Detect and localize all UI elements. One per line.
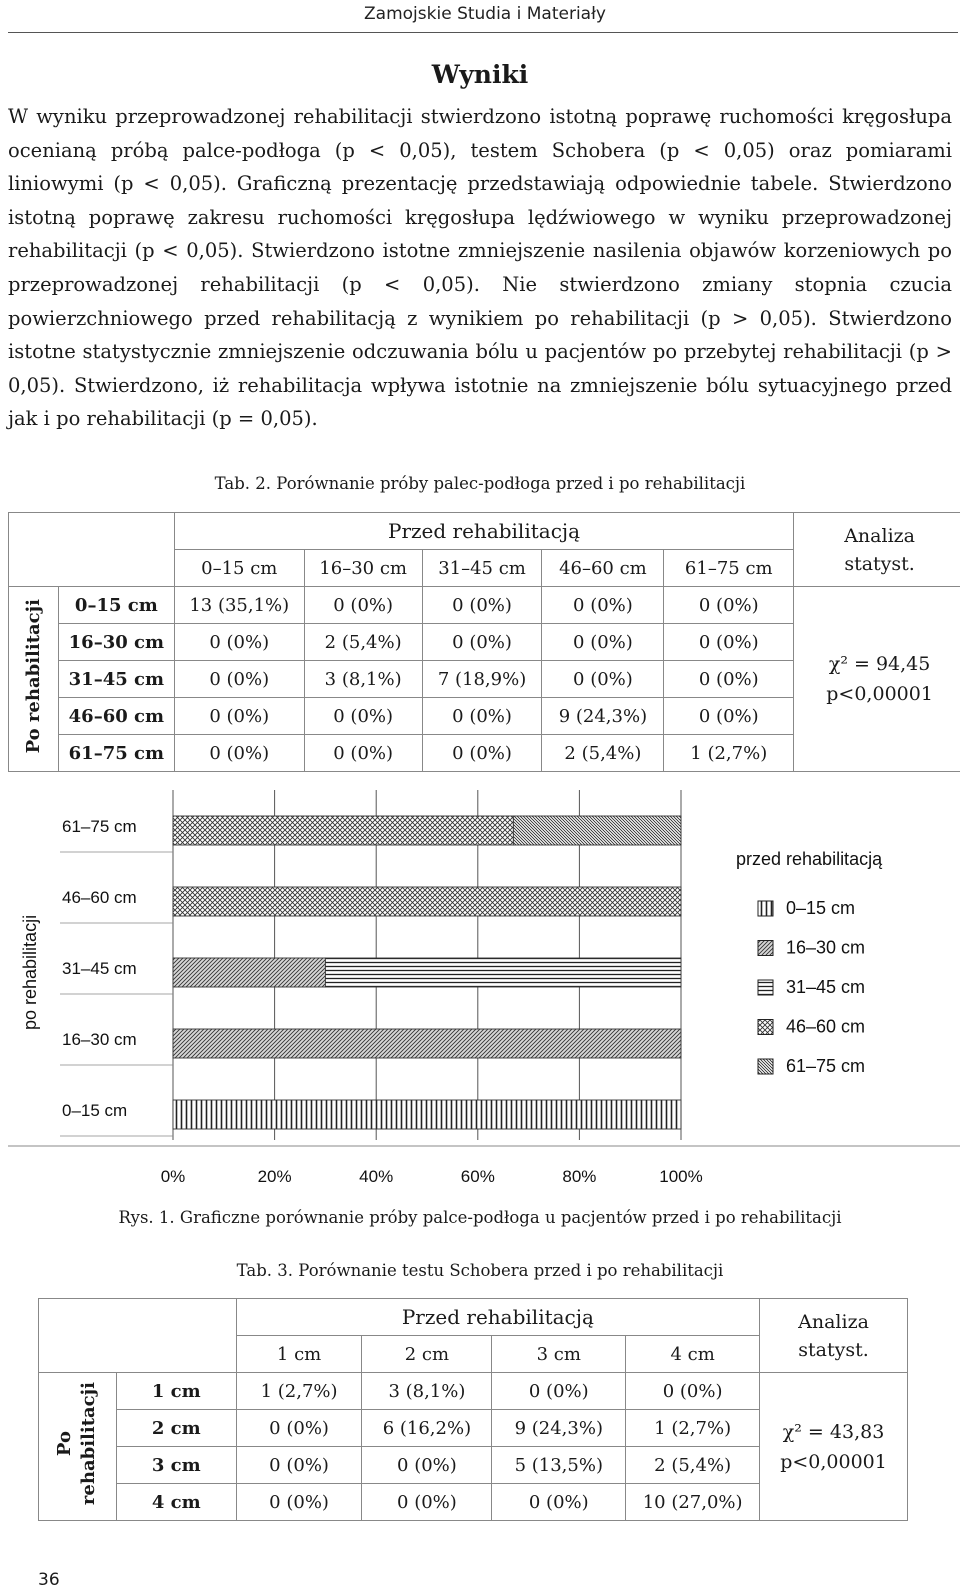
table2-cell: 0 (0%) <box>422 698 542 735</box>
table2 <box>8 512 960 772</box>
table2-cell: 0 (0%) <box>304 587 422 624</box>
table2-col-header: 0–15 cm <box>174 550 304 587</box>
chart-x-tick-labels <box>161 1167 703 1186</box>
chart-category-label: 46–60 cm <box>62 888 137 907</box>
table2-cell: 2 (5,4%) <box>542 735 664 772</box>
chart-x-tick-label: 0% <box>160 1167 186 1186</box>
table2-stat-head-1: Analiza <box>844 524 915 547</box>
chart-legend-label: 16–30 cm <box>786 937 866 958</box>
running-header <box>8 0 958 33</box>
table3-col-header: 1 cm <box>236 1336 362 1373</box>
table2-cell: 3 (8,1%) <box>304 661 422 698</box>
table3-row-group-label <box>53 1382 101 1505</box>
journal-title: Zamojskie Studia i Materiały <box>364 4 606 24</box>
chart-bars <box>173 816 681 1129</box>
table2-col-group: Przed rehabilitacją <box>174 513 793 550</box>
table3-cell: 3 (8,1%) <box>362 1373 492 1410</box>
table3-cell: 5 (13,5%) <box>492 1447 626 1484</box>
chart-legend-label: 0–15 cm <box>786 898 856 918</box>
table2-cell: 0 (0%) <box>174 661 304 698</box>
table3-row-label: 2 cm <box>116 1410 236 1447</box>
table3-pvalue: p<0,00001 <box>780 1450 887 1473</box>
table3-caption: Tab. 3. Porównanie testu Schobera przed i po rehabilitacji <box>236 1261 724 1280</box>
table3-row-group-line2: rehabilitacji <box>78 1382 100 1506</box>
chart-legend-label: 31–45 cm <box>786 977 866 997</box>
table2-cell: 0 (0%) <box>422 624 542 661</box>
table2-row-group <box>9 587 59 772</box>
table3-col-header: 2 cm <box>362 1336 492 1373</box>
table2-cell: 0 (0%) <box>174 698 304 735</box>
table3-cell: 0 (0%) <box>492 1484 626 1521</box>
chart-bar-segment <box>173 887 681 916</box>
chart-legend-label: 61–75 cm <box>786 1056 866 1076</box>
table3-cell: 6 (16,2%) <box>362 1410 492 1447</box>
table2-cell: 13 (35,1%) <box>174 587 304 624</box>
chart-category-labels <box>62 817 137 1120</box>
table2-pvalue: p<0,00001 <box>826 683 933 705</box>
table2-row-label: 61–75 cm <box>58 735 174 772</box>
table3-corner <box>39 1299 237 1373</box>
chart-bar-segment <box>173 958 325 987</box>
table3-cell: 0 (0%) <box>236 1484 362 1521</box>
chart-bar-segment <box>325 958 681 987</box>
figure1-caption: Rys. 1. Graficzne porównanie próby palce-podłoga u pacjentów przed i po rehabilitacji <box>118 1208 842 1227</box>
chart-legend-label: 46–60 cm <box>786 1016 866 1037</box>
table3-stat-head-2: statyst. <box>798 1338 869 1361</box>
chart-bar-segment <box>173 1029 681 1058</box>
table2-corner <box>9 513 175 587</box>
table2-cell: 0 (0%) <box>664 698 794 735</box>
chart-legend-swatch <box>758 980 773 995</box>
table2-cell: 0 (0%) <box>304 698 422 735</box>
figure1-chart <box>0 785 960 1205</box>
table3-stat-head-1: Analiza <box>798 1310 869 1333</box>
table3-col-header: 3 cm <box>492 1336 626 1373</box>
table2-row-group-label: Po rehabilitacji <box>22 599 44 754</box>
table2-col-header: 16–30 cm <box>304 550 422 587</box>
table3-cell: 0 (0%) <box>236 1410 362 1447</box>
table3 <box>38 1298 908 1521</box>
section-title: Wyniki <box>431 60 529 89</box>
table3-row-label: 4 cm <box>116 1484 236 1521</box>
chart-bar-segment <box>173 816 513 845</box>
table2-cell: 0 (0%) <box>664 624 794 661</box>
table2-cell: 1 (2,7%) <box>664 735 794 772</box>
chart-category-label: 0–15 cm <box>62 1101 128 1120</box>
chart-legend <box>758 898 865 1076</box>
table2-row-label: 0–15 cm <box>58 587 174 624</box>
chart-gridlines <box>60 790 681 1205</box>
chart-category-label: 16–30 cm <box>62 1030 137 1049</box>
chart-x-tick-label: 20% <box>257 1167 292 1186</box>
table2-cell: 0 (0%) <box>664 587 794 624</box>
table2-chi2: χ² = 94,45 <box>828 653 931 675</box>
results-paragraph: W wyniku przeprowadzonej rehabilitacji stwierdzono istotną poprawę ruchomości kręgosłupa ocenianą próbą palce-podłoga (p < 0,05), testem Schobera (p < 0,05) oraz pomiarami liniowymi (p < 0,05). Graficzną prezentację przedstawiają odpowiednie tabele. Stwierdzono istotną poprawę zakresu ruchomości kręgosłupa lędźwiowego w wyniku przeprowadzonej rehabilitacji (p < 0,05). Stwierdzono istotne zmniejszenie nasilenia objawów korzeniowych po przeprowadzonej rehabilitacji (p < 0,05). Nie stwierdzono zmiany stopnia czucia powierzchniowego przed rehabilitacją z wynikiem po rehabilitacji (p > 0,05). Stwierdzono istotne statystycznie zmniejszenie odczuwania bólu u pacjentów po przebytej rehabilitacji (p > 0,05). Stwierdzono, iż rehabilitacja wpływa istotnie na zmniejszenie bólu sytuacyjnego przed jak i po rehabilitacji (p = 0,05). <box>8 105 952 431</box>
table2-cell: 0 (0%) <box>542 624 664 661</box>
table2-col-header: 46–60 cm <box>542 550 664 587</box>
table2-row-label: 16–30 cm <box>58 624 174 661</box>
table3-chi2: χ² = 43,83 <box>782 1420 885 1443</box>
table3-row-label: 3 cm <box>116 1447 236 1484</box>
table2-cell: 0 (0%) <box>422 735 542 772</box>
table2-col-header: 31–45 cm <box>422 550 542 587</box>
chart-legend-swatch <box>758 901 773 916</box>
chart-category-label: 31–45 cm <box>62 959 137 978</box>
table2-cell: 7 (18,9%) <box>422 661 542 698</box>
table3-row-group-line1: Po <box>54 1431 76 1457</box>
chart-legend-swatch <box>758 941 773 956</box>
page-number: 36 <box>38 1570 60 1590</box>
table2-cell: 2 (5,4%) <box>304 624 422 661</box>
table3-cell: 0 (0%) <box>236 1447 362 1484</box>
table2-cell: 9 (24,3%) <box>542 698 664 735</box>
chart-bar-segment <box>173 1100 681 1129</box>
table2-cell: 0 (0%) <box>174 624 304 661</box>
table3-row-group <box>39 1373 117 1521</box>
chart-x-tick-label: 100% <box>659 1167 703 1186</box>
table2-cell: 0 (0%) <box>542 587 664 624</box>
table3-cell: 0 (0%) <box>362 1447 492 1484</box>
table3-cell: 0 (0%) <box>492 1373 626 1410</box>
table2-stat-head-2: statyst. <box>844 552 915 575</box>
chart-legend-swatch <box>758 1059 773 1074</box>
chart-x-tick-label: 60% <box>460 1167 495 1186</box>
chart-x-tick-label: 40% <box>359 1167 394 1186</box>
table3-col-header: 4 cm <box>626 1336 760 1373</box>
table3-cell: 0 (0%) <box>362 1484 492 1521</box>
table2-col-header: 61–75 cm <box>664 550 794 587</box>
table2-cell: 0 (0%) <box>664 661 794 698</box>
chart-y-axis-label: po rehabilitacji <box>20 914 40 1030</box>
table2-cell: 0 (0%) <box>174 735 304 772</box>
table2-stat-value <box>794 587 960 772</box>
table3-cell: 1 (2,7%) <box>626 1410 760 1447</box>
table2-cell: 0 (0%) <box>542 661 664 698</box>
table3-stat-value <box>760 1373 908 1521</box>
table3-cell: 2 (5,4%) <box>626 1447 760 1484</box>
table2-caption: Tab. 2. Porównanie próby palec-podłoga przed i po rehabilitacji <box>214 474 746 493</box>
table2-cell: 0 (0%) <box>422 587 542 624</box>
chart-legend-swatch <box>758 1020 773 1035</box>
table2-cell: 0 (0%) <box>304 735 422 772</box>
chart-legend-title: przed rehabilitacją <box>736 849 883 869</box>
chart-x-tick-label: 80% <box>562 1167 597 1186</box>
table3-cell: 0 (0%) <box>626 1373 760 1410</box>
table2-stat-head <box>794 513 960 587</box>
table3-row-label: 1 cm <box>116 1373 236 1410</box>
table2-row-label: 31–45 cm <box>58 661 174 698</box>
table3-col-group: Przed rehabilitacją <box>236 1299 759 1336</box>
table3-stat-head <box>760 1299 908 1373</box>
chart-category-label: 61–75 cm <box>62 817 137 836</box>
table2-row-label: 46–60 cm <box>58 698 174 735</box>
table3-cell: 1 (2,7%) <box>236 1373 362 1410</box>
table3-cell: 9 (24,3%) <box>492 1410 626 1447</box>
chart-bar-segment <box>513 816 681 845</box>
table3-cell: 10 (27,0%) <box>626 1484 760 1521</box>
